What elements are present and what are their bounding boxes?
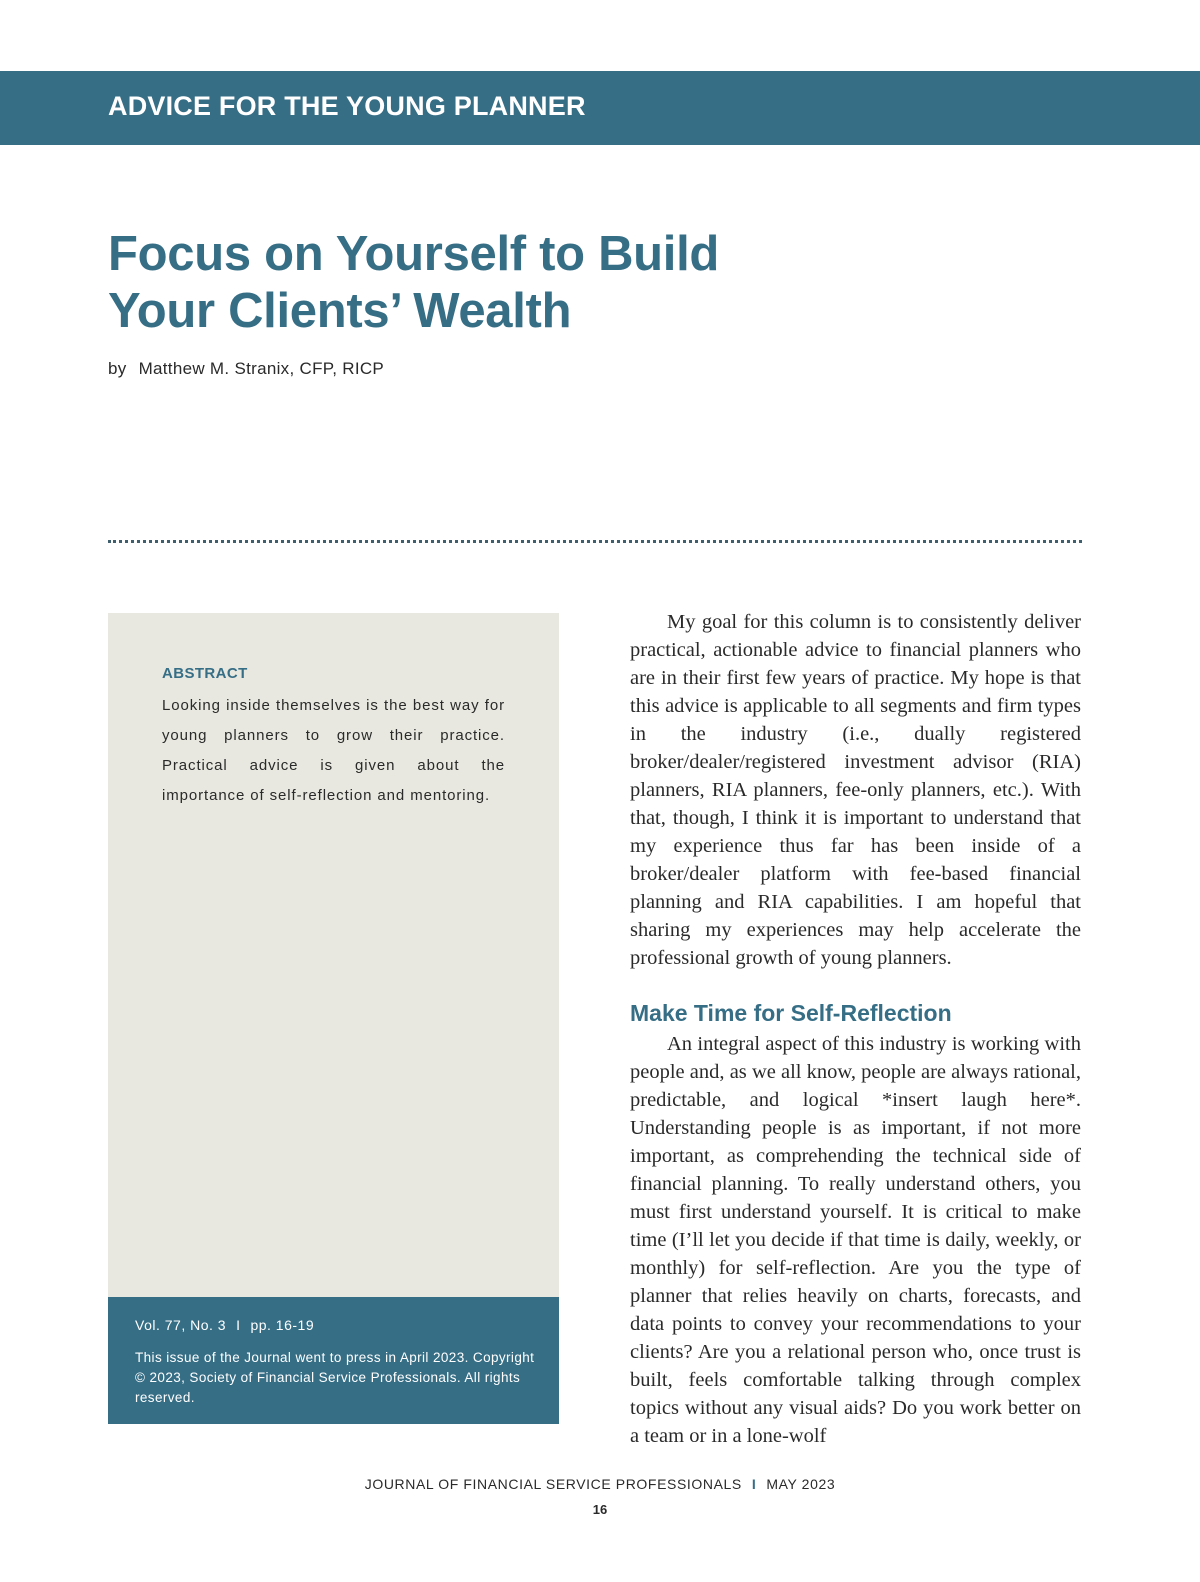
page-number: 16 xyxy=(592,1502,608,1517)
publication-info-box xyxy=(108,1297,559,1424)
abstract-text: Looking inside themselves is the best way for young planners to grow their practice. Practical advice is given about the importance of self-reflection and mentoring. xyxy=(162,697,505,804)
page-range: pp. 16-19 xyxy=(250,1317,315,1333)
issue-date: MAY 2023 xyxy=(766,1476,836,1492)
section-title: ADVICE FOR THE YOUNG PLANNER xyxy=(108,91,586,121)
section-heading: Make Time for Self-Reflection xyxy=(630,1000,952,1026)
byline xyxy=(108,359,384,379)
article-body xyxy=(630,608,1081,1450)
intro-paragraph: My goal for this column is to consistently deliver practical, actionable advice to financial planners who are in their first few years of practice. My hope is that this advice is applicable to all segments and firm types in the industry (i.e., dually registered broker/dealer/registered investment advisor (RIA) planners, RIA planners, fee-only planners, etc.). With that, though, I think it is important to understand that my experience thus far has been inside of a broker/dealer platform with fee-based financial planning and RIA capabilities. I am hopeful that sharing my experiences may help accelerate the professional growth of young planners. xyxy=(630,611,1081,969)
volume-number: Vol. 77, No. 3 xyxy=(135,1317,227,1333)
section-paragraph: An integral aspect of this industry is working with people and, as we all know, people are always rational, predictable, and logical *insert laugh here*. Understanding people is as important, if not more important, as comprehending the technical side of financial planning. To really understand others, you must first understand yourself. It is critical to make time (I’ll let you decide if that time is daily, weekly, or monthly) for self-reflection. Are you the type of planner that relies heavily on charts, forecasts, and data points to convey your recommendations to your clients? Are you a relational person who, once trust is built, feels comfortable talking through complex topics without any visual aids? Do you work better on a team or in a lone-wolf xyxy=(630,1033,1081,1447)
journal-name: JOURNAL OF FINANCIAL SERVICE PROFESSIONALS xyxy=(364,1476,742,1492)
author-name: Matthew M. Stranix, CFP, RICP xyxy=(138,359,385,378)
running-footer xyxy=(0,1476,1200,1492)
volume-info xyxy=(135,1317,314,1333)
article-title: Focus on Yourself to Build Your Clients’ Wealth xyxy=(108,227,720,338)
byline-prefix: by xyxy=(108,359,127,378)
volume-separator: I xyxy=(236,1317,241,1333)
section-banner xyxy=(0,71,1200,145)
dotted-divider xyxy=(108,540,1082,543)
abstract-sidebar xyxy=(108,613,559,1424)
press-note: This issue of the Journal went to press in April 2023. Copyright © 2023, Society of Financial Service Professionals. All rights reserved. xyxy=(135,1350,535,1405)
abstract-label: ABSTRACT xyxy=(162,665,248,682)
footer-separator: I xyxy=(751,1476,757,1492)
